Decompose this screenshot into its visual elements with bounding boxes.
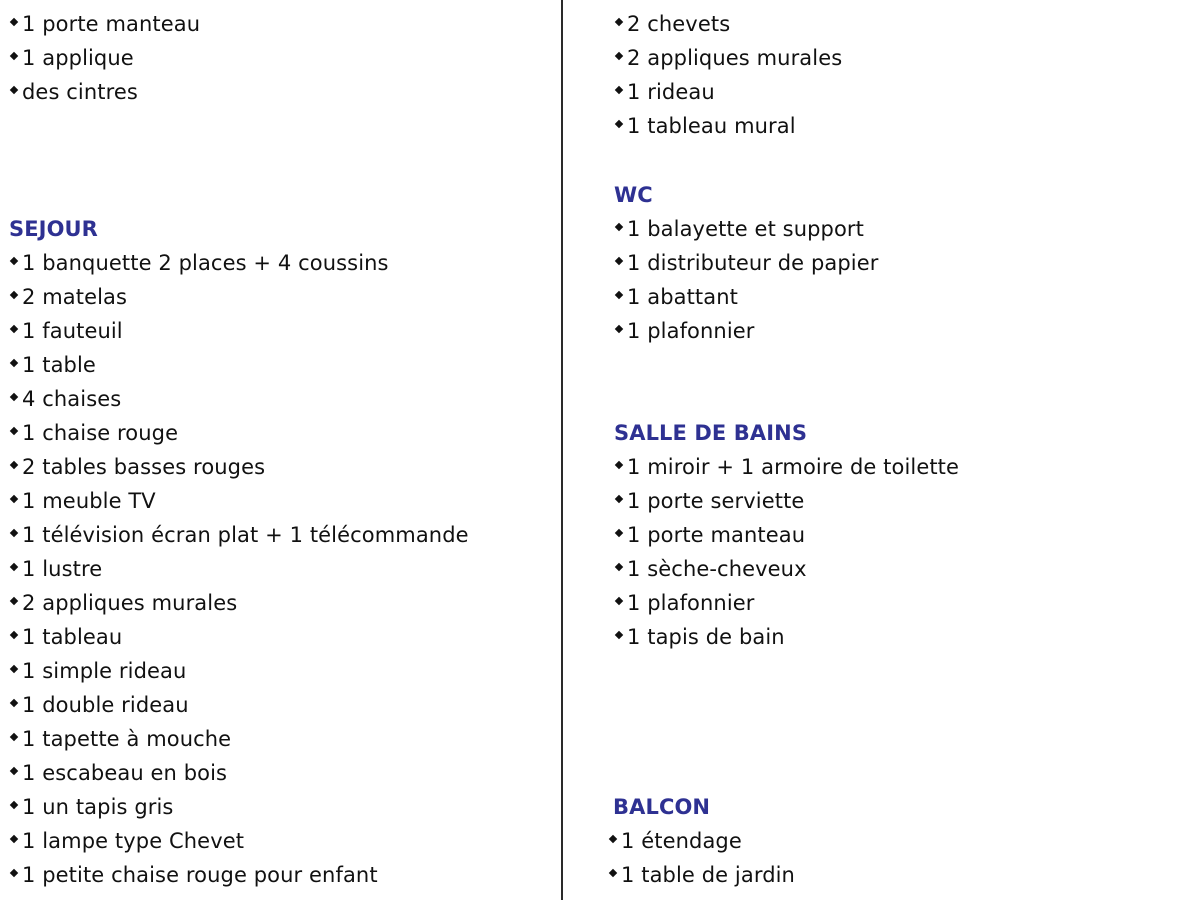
list-item: 1 applique (9, 41, 134, 75)
diamond-bullet-icon (615, 52, 623, 60)
diamond-bullet-icon (615, 631, 623, 639)
diamond-bullet-icon (10, 495, 18, 503)
diamond-bullet-icon (10, 597, 18, 605)
diamond-bullet-icon (10, 325, 18, 333)
diamond-bullet-icon (615, 86, 623, 94)
diamond-bullet-icon (615, 120, 623, 128)
list-item: 1 tapette à mouche (9, 722, 231, 756)
diamond-bullet-icon (10, 869, 18, 877)
section-heading-wc: WC (614, 183, 653, 207)
list-item: 1 distributeur de papier (614, 246, 879, 280)
list-item: 1 petite chaise rouge pour enfant (9, 858, 378, 892)
diamond-bullet-icon (10, 631, 18, 639)
list-item: 1 rideau (614, 75, 715, 109)
list-item: 1 miroir + 1 armoire de toilette (614, 450, 959, 484)
list-item: 2 appliques murales (9, 586, 237, 620)
diamond-bullet-icon (615, 563, 623, 571)
list-item: 2 tables basses rouges (9, 450, 265, 484)
list-item: 1 escabeau en bois (9, 756, 227, 790)
diamond-bullet-icon (609, 835, 617, 843)
diamond-bullet-icon (10, 393, 18, 401)
list-item: 1 télévision écran plat + 1 télécommande (9, 518, 469, 552)
list-item: 1 sèche-cheveux (614, 552, 807, 586)
diamond-bullet-icon (10, 529, 18, 537)
diamond-bullet-icon (10, 801, 18, 809)
list-item: 1 double rideau (9, 688, 189, 722)
diamond-bullet-icon (615, 223, 623, 231)
list-item: 1 fauteuil (9, 314, 123, 348)
diamond-bullet-icon (10, 733, 18, 741)
section-heading-sejour: SEJOUR (9, 217, 98, 241)
list-item: 1 un tapis gris (9, 790, 173, 824)
diamond-bullet-icon (615, 291, 623, 299)
list-item: 2 appliques murales (614, 41, 842, 75)
list-item: 1 plafonnier (614, 314, 755, 348)
diamond-bullet-icon (615, 597, 623, 605)
list-item: 2 matelas (9, 280, 127, 314)
list-item: 1 abattant (614, 280, 738, 314)
list-item: 1 lustre (9, 552, 102, 586)
diamond-bullet-icon (10, 563, 18, 571)
diamond-bullet-icon (615, 529, 623, 537)
diamond-bullet-icon (615, 18, 623, 26)
diamond-bullet-icon (10, 86, 18, 94)
list-item: 1 porte manteau (9, 7, 200, 41)
section-heading-balcon: BALCON (613, 795, 711, 819)
section-heading-salle-de-bains: SALLE DE BAINS (614, 421, 808, 445)
list-item: 1 chaise rouge (9, 416, 178, 450)
diamond-bullet-icon (10, 835, 18, 843)
list-item: 1 porte serviette (614, 484, 804, 518)
list-item: 1 lampe type Chevet (9, 824, 244, 858)
list-item: 1 tapis de bain (614, 620, 785, 654)
list-item: 1 balayette et support (614, 212, 864, 246)
diamond-bullet-icon (10, 52, 18, 60)
diamond-bullet-icon (615, 495, 623, 503)
diamond-bullet-icon (615, 257, 623, 265)
list-item: 1 meuble TV (9, 484, 156, 518)
diamond-bullet-icon (10, 767, 18, 775)
list-item: des cintres (9, 75, 138, 109)
list-item: 1 table de jardin (608, 858, 795, 892)
diamond-bullet-icon (10, 665, 18, 673)
diamond-bullet-icon (615, 325, 623, 333)
list-item: 1 plafonnier (614, 586, 755, 620)
list-item: 4 chaises (9, 382, 121, 416)
list-item: 1 simple rideau (9, 654, 186, 688)
list-item: 1 tableau mural (614, 109, 796, 143)
diamond-bullet-icon (10, 18, 18, 26)
diamond-bullet-icon (10, 257, 18, 265)
diamond-bullet-icon (10, 427, 18, 435)
list-item: 1 étendage (608, 824, 742, 858)
diamond-bullet-icon (615, 461, 623, 469)
list-item: 1 porte manteau (614, 518, 805, 552)
list-item: 1 table (9, 348, 96, 382)
diamond-bullet-icon (10, 359, 18, 367)
column-divider (561, 0, 563, 900)
diamond-bullet-icon (10, 461, 18, 469)
list-item: 1 tableau (9, 620, 122, 654)
list-item: 1 banquette 2 places + 4 coussins (9, 246, 389, 280)
list-item: 2 chevets (614, 7, 730, 41)
diamond-bullet-icon (609, 869, 617, 877)
diamond-bullet-icon (10, 699, 18, 707)
diamond-bullet-icon (10, 291, 18, 299)
